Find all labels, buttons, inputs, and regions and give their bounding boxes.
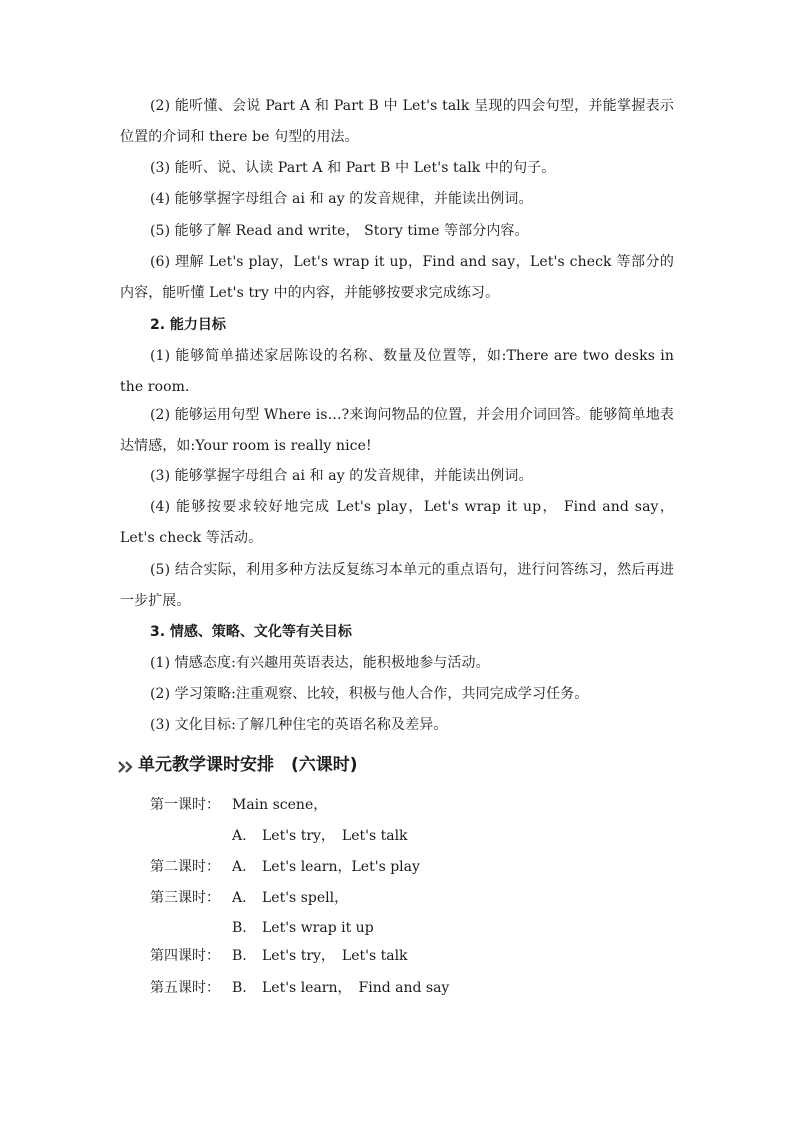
schedule-row-letter: A. — [232, 890, 247, 906]
schedule-row-label: 第一课时： — [150, 797, 220, 813]
schedule-row-label: 第三课时： — [150, 890, 220, 906]
schedule-row-label: 第五课时： — [150, 980, 220, 996]
schedule-row-letter: A. — [232, 859, 247, 875]
knowledge-item-6: (6) 理解 Let's play，Let's wrap it up，Find and say，Let's check 等部分的内容，能听懂 Let's try 中的内容，并能够按要求完成练习。 — [120, 254, 674, 301]
schedule-row — [150, 826, 408, 846]
schedule-row — [150, 795, 327, 815]
schedule-row-letter: B. — [232, 980, 247, 996]
ability-item-1: (1) 能够简单描述家居陈设的名称、数量及位置等，如:There are two desks in the room. — [120, 348, 674, 395]
double-chevron-icon — [118, 758, 136, 772]
knowledge-item-3: (3) 能听、说、认读 Part A 和 Part B 中 Let's talk 中的句子。 — [150, 160, 556, 176]
knowledge-item-2: (2) 能听懂、会说 Part A 和 Part B 中 Let's talk 呈现的四会句型，并能掌握表示位置的介词和 there be 句型的用法。 — [120, 98, 674, 145]
schedule-row — [150, 918, 374, 938]
emotion-item-2: (2) 学习策略:注重观察、比较，积极与他人合作，共同完成学习任务。 — [150, 686, 589, 702]
schedule-title: 单元教学课时安排 (六课时) — [138, 755, 358, 775]
emotion-heading: 3. 情感、策略、文化等有关目标 — [150, 624, 352, 640]
schedule-row — [150, 857, 420, 877]
emotion-item-3: (3) 文化目标:了解几种住宅的英语名称及差异。 — [150, 717, 448, 733]
ability-heading: 2. 能力目标 — [150, 317, 226, 333]
schedule-row-text: Let's spell， — [262, 890, 349, 906]
schedule-row — [150, 946, 408, 966]
schedule-row-label: 第四课时： — [150, 948, 220, 964]
ability-item-5: (5) 结合实际，利用多种方法反复练习本单元的重点语句，进行问答练习，然后再进一步扩展。 — [120, 562, 674, 609]
schedule-row-text: Let's wrap it up — [262, 920, 374, 936]
schedule-row-text: Let's try， Let's talk — [262, 828, 408, 844]
ability-item-4: (4) 能够按要求较好地完成 Let's play，Let's wrap it up， Find and say，Let's check 等活动。 — [120, 499, 674, 546]
schedule-row-text: Main scene， — [232, 797, 328, 813]
ability-item-3: (3) 能够掌握字母组合 ai 和 ay 的发音规律，并能读出例词。 — [150, 468, 533, 484]
schedule-row — [150, 978, 449, 998]
schedule-row-text: Let's learn，Let's play — [262, 859, 420, 875]
schedule-row-letter: B. — [232, 948, 247, 964]
schedule-row-text: Let's try， Let's talk — [262, 948, 408, 964]
schedule-row — [150, 888, 348, 908]
ability-item-2: (2) 能够运用句型 Where is…?来询问物品的位置，并会用介词回答。能够简单地表达情感，如:Your room is really nice! — [120, 407, 674, 454]
schedule-row-label: 第二课时： — [150, 859, 220, 875]
knowledge-item-4: (4) 能够掌握字母组合 ai 和 ay 的发音规律，并能读出例词。 — [150, 191, 533, 207]
schedule-section-title — [118, 754, 358, 776]
emotion-item-1: (1) 情感态度:有兴趣用英语表达，能积极地参与活动。 — [150, 655, 490, 671]
schedule-row-letter: A. — [232, 828, 247, 844]
knowledge-item-5: (5) 能够了解 Read and write， Story time 等部分内容。 — [150, 223, 529, 239]
schedule-row-text: Let's learn， Find and say — [262, 980, 450, 996]
schedule-row-letter: B. — [232, 920, 247, 936]
